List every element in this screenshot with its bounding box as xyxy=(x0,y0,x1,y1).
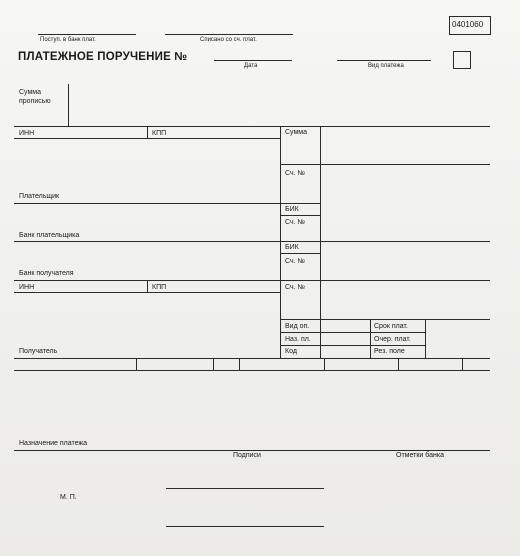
due-date-label: Срок плат. xyxy=(374,323,408,330)
tax-cell-4 xyxy=(324,358,325,370)
purpose-label: Назначение платежа xyxy=(19,440,87,447)
inn-row-bottom-line xyxy=(14,138,280,139)
debited-label: Списано со сч. плат. xyxy=(200,37,257,43)
purpose-row-bottom xyxy=(14,450,490,451)
payer-inn-label: ИНН xyxy=(19,130,35,137)
op-mid-divider xyxy=(370,319,371,358)
payment-type-line xyxy=(337,60,431,61)
amount-row-bottom xyxy=(280,164,490,165)
signatures-label: Подписи xyxy=(233,452,261,459)
payee-row-bottom xyxy=(14,358,490,359)
payee-bank-row-bottom xyxy=(14,280,490,281)
amount-words-divider xyxy=(68,84,69,126)
op-block-top xyxy=(280,319,490,320)
tax-cell-2 xyxy=(213,358,214,370)
left-block-divider xyxy=(280,126,281,358)
date-label: Дата xyxy=(244,63,258,69)
payee-bank-bik-label: БИК xyxy=(285,244,299,251)
stamp-label: М. П. xyxy=(60,494,77,501)
payee-kpp-label: КПП xyxy=(152,284,167,291)
marker-box xyxy=(453,51,471,69)
tax-cell-1 xyxy=(136,358,137,370)
received-date-line xyxy=(38,34,136,35)
reserve-label: Рез. поле xyxy=(374,348,405,355)
tax-row-bottom xyxy=(14,370,490,371)
tax-cell-6 xyxy=(462,358,463,370)
amount-label: Сумма xyxy=(285,129,307,136)
right-block-divider xyxy=(320,126,321,358)
tax-cell-3 xyxy=(239,358,240,370)
op-right-divider xyxy=(425,319,426,358)
signature-line-1 xyxy=(166,488,324,489)
payer-row-bottom xyxy=(14,203,320,204)
payer-bank-bik-label: БИК xyxy=(285,206,299,213)
code-label: Код xyxy=(285,348,297,355)
payer-bank-label: Банк плательщика xyxy=(19,232,80,239)
form-code: 0401060 xyxy=(452,20,484,29)
bik-row-bottom xyxy=(280,215,320,216)
amount-words-text: Сумма прописью xyxy=(19,89,51,105)
payee-inn-label: ИНН xyxy=(19,284,35,291)
date-line xyxy=(214,60,292,61)
payee-inn-row-bottom xyxy=(14,292,280,293)
payer-bank-account-label: Сч. № xyxy=(285,219,306,226)
inn-row-top-line xyxy=(14,126,490,127)
document-title: ПЛАТЕЖНОЕ ПОРУЧЕНИЕ № xyxy=(18,51,188,63)
payee-label: Получатель xyxy=(19,348,58,355)
payee-account-label: Сч. № xyxy=(285,284,306,291)
payee-bank-label: Банк получателя xyxy=(19,270,74,277)
payee-bik-row-bottom xyxy=(280,253,320,254)
payee-inn-divider xyxy=(147,280,148,292)
payer-inn-divider xyxy=(147,126,148,138)
payer-account-label: Сч. № xyxy=(285,170,306,177)
op-type-label: Вид оп. xyxy=(285,323,310,330)
debited-date-line xyxy=(165,34,293,35)
amount-words-label xyxy=(19,89,63,107)
payment-type-label: Вид платежа xyxy=(368,63,404,69)
received-label: Поступ. в банк плат. xyxy=(40,37,96,43)
purpose-code-label: Наз. пл. xyxy=(285,336,311,343)
payer-bank-row-bottom xyxy=(14,241,490,242)
payer-kpp-label: КПП xyxy=(152,130,167,137)
op-row1-bottom xyxy=(280,332,425,333)
tax-cell-5 xyxy=(398,358,399,370)
payee-bank-account-label: Сч. № xyxy=(285,258,306,265)
bank-marks-label: Отметки банка xyxy=(396,452,444,459)
payer-label: Плательщик xyxy=(19,193,60,200)
signature-line-2 xyxy=(166,526,324,527)
op-row2-bottom xyxy=(280,345,425,346)
priority-label: Очер. плат. xyxy=(374,336,411,343)
